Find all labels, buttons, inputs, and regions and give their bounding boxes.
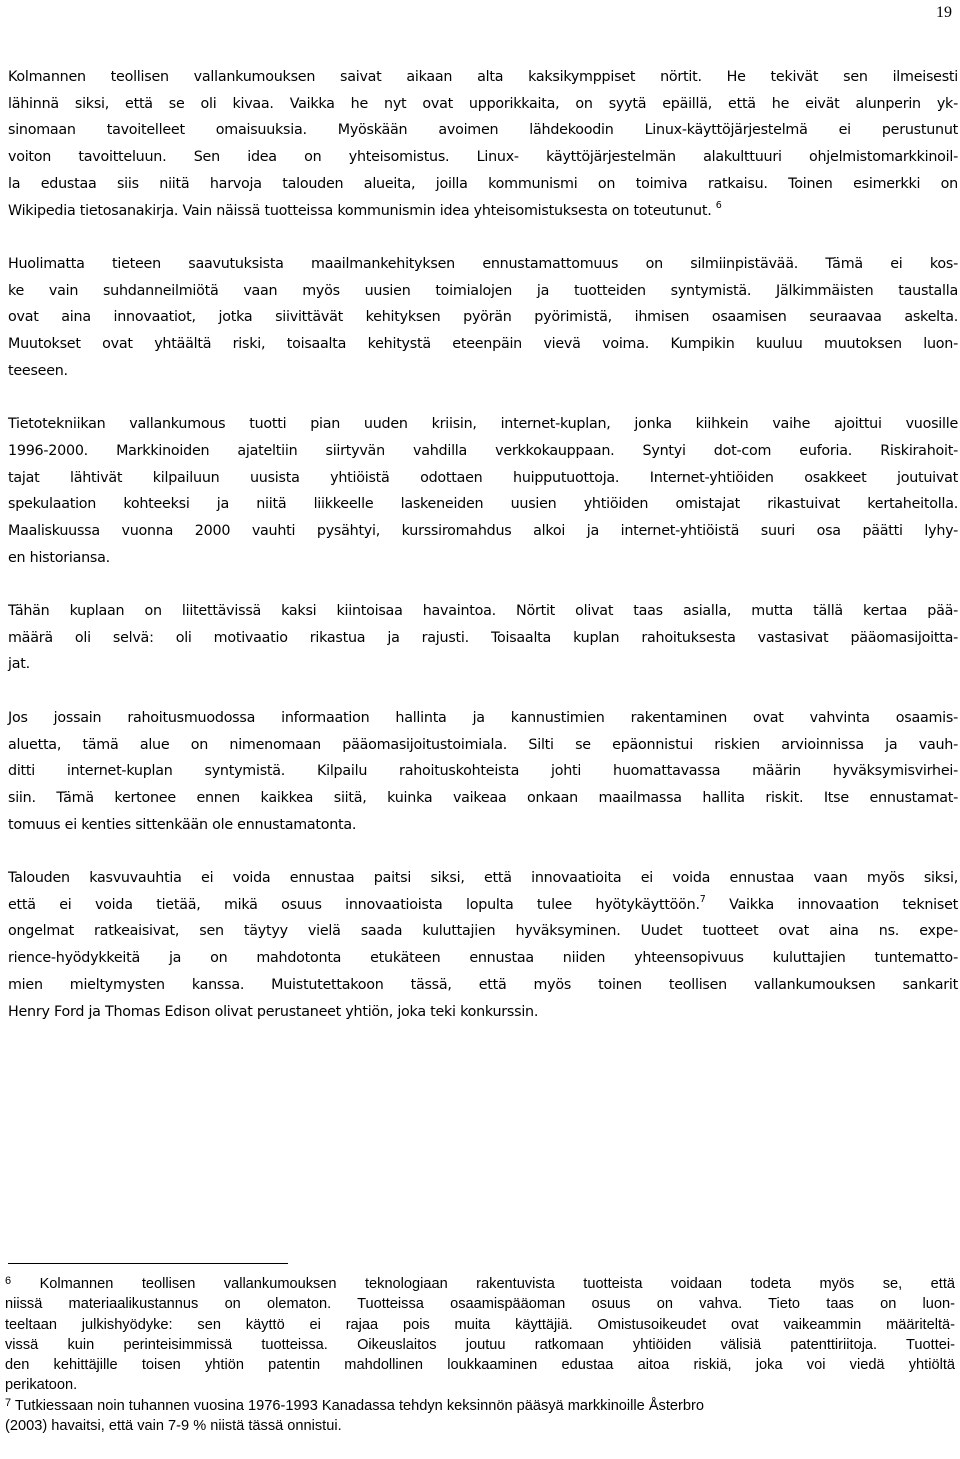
text-line: aluetta, tämä alue on nimenomaan pääomasijoitustoimiala. Silti se epäonnistui riskien arvioinnissa ja vauh- <box>8 736 958 753</box>
footnote-number: 7 <box>5 1396 12 1409</box>
text-line: teeseen. <box>8 362 68 379</box>
text-line-content: Vaikka innovaation tekniset <box>705 896 958 913</box>
footnote-6 <box>5 1274 955 1396</box>
footnote-text: Kolmannen teollisen vallankumouksen teknologiaan rakentuvista tuotteista voidaan todeta myös se, että <box>39 1276 955 1292</box>
footnote-ref-6: 6 <box>715 199 722 211</box>
text-line-content: Wikipedia tietosanakirja. Vain näissä tuotteissa kommunismin idea yhteisomistuksesta on toteutunut. <box>8 202 712 219</box>
text-line: lähinnä siksi, että se oli kivaa. Vaikka he nyt ovat upporikkaita, on syytä epäillä, että he eivät alunperin yk- <box>8 95 958 112</box>
footnote-line: (2003) havaitsi, että vain 7-9 % niistä tässä onnistui. <box>5 1418 342 1435</box>
text-line: en historiansa. <box>8 549 110 566</box>
text-line: rience-hyödykkeitä ja on mahdotonta etukäteen ennustaa niiden yhteensopivuus kuluttajien tuntematto- <box>8 950 958 967</box>
text-line: Tietotekniikan vallankumous tuotti pian uuden kriisin, internet-kuplan, jonka kiihkein vaihe ajoittui vuosille <box>8 416 958 433</box>
footnote-line: teeltaan julkishyödyke: sen käyttö ei rajaa pois muita käyttäjiä. Omistusoikeudet ovat vaikeammin määriteltä- <box>5 1316 955 1333</box>
text-line: Tähän kuplaan on liitettävissä kaksi kiintoisaa havaintoa. Nörtit olivat taas asialla, mutta tällä kertaa pää- <box>8 603 958 620</box>
text-line: Huolimatta tieteen saavutuksista maailmankehityksen ennustamattomuus on silmiinpistävää. Tämä ei kos- <box>8 255 958 272</box>
text-line: määrä oli selvä: oli motivaatio rikastua ja rajusti. Toisaalta kuplan rahoituksesta vastasivat pääomasijoitta- <box>8 629 958 646</box>
footnote-line <box>5 1274 955 1294</box>
footnote-line: den kehittäjille toisen yhtiön patentin mahdollinen loukkaaminen edustaa aitoa riskiä, joka voi viedä yhtiöltä <box>5 1357 955 1374</box>
text-line: mien mieltymysten kanssa. Muistutettakoon tässä, että myös toinen teollisen vallankumouksen sankarit <box>8 976 958 993</box>
text-line: voiton tavoitteluun. Sen idea on yhteisomistus. Linux- käyttöjärjestelmän alakulttuuri ohjelmistomarkkinoil- <box>8 149 958 166</box>
footnote-line: vissä kuin perinteisimmissä tuotteissa. Oikeuslaitos joutuu ratkomaan yhtiöiden välisiä patenttiriitoja. Tuottei- <box>5 1336 955 1353</box>
text-line: Maaliskuussa vuonna 2000 vauhti pysähtyi, kurssiromahdus alkoi ja internet-yhtiöistä suuri osa päätti lyhy- <box>8 522 958 539</box>
paragraph-6 <box>8 865 958 1025</box>
text-line <box>8 892 958 919</box>
text-line: sinomaan tavoitelleet omaisuuksia. Myöskään avoimen lähdekoodin Linux-käyttöjärjestelmä ei perustunut <box>8 122 958 139</box>
paragraph-4 <box>8 598 958 678</box>
paragraph-1 <box>8 64 958 224</box>
text-line: ongelmat ratkeaisivat, sen täytyy vielä saada kuluttajien hyväksyminen. Uudet tuotteet ovat aina ns. expe- <box>8 923 958 940</box>
footnote-number: 6 <box>5 1275 12 1287</box>
paragraph-5 <box>8 705 958 839</box>
text-line: ditti internet-kuplan syntymistä. Kilpailu rahoituskohteista johti huomattavassa määrin hyväksymisvirhei- <box>8 763 958 780</box>
text-line: ovat aina innovaatiot, jotka siivittävät kehityksen pyörän pyörimistä, ihmisen osaamisen seuraavaa askelta. <box>8 309 958 326</box>
text-line: Kolmannen teollisen vallankumouksen saivat aikaan alta kaksikymppiset nörtit. He tekivät sen ilmeisesti <box>8 69 958 85</box>
footnote-7 <box>5 1396 955 1437</box>
text-line: siin. Tämä kertonee ennen kaikkea siitä, kuinka vaikeaa onkaan maailmassa hallita riskit. Itse ennustamat- <box>8 789 958 806</box>
text-line: ke vain suhdanneilmiötä vaan myös uusien toimialojen ja tuotteiden syntymistä. Jälkimmäisten taustalla <box>8 282 958 299</box>
paragraph-3 <box>8 411 958 571</box>
footnote-line: perikatoon. <box>5 1377 78 1394</box>
text-line: Jos jossain rahoitusmuodossa informaation hallinta ja kannustimien rakentaminen ovat vahvinta osaamis- <box>8 709 958 726</box>
body-text <box>8 64 958 1052</box>
text-line: jat. <box>8 656 30 673</box>
text-line <box>8 198 958 225</box>
paragraph-2 <box>8 251 958 385</box>
footnote-line: niissä materiaalikustannus on olematon. Tuotteissa osaamispääoman osuus on vahva. Tieto taas on luon- <box>5 1296 955 1313</box>
text-line: tajat lähtivät kilpailuun uusista yhtiöistä odottaen huipputuottoja. Internet-yhtiöiden osakkeet joutuivat <box>8 469 958 486</box>
page-number: 19 <box>936 4 952 21</box>
text-line: tomuus ei kenties sittenkään ole ennustamatonta. <box>8 816 357 833</box>
text-line: la edustaa siis niitä harvoja talouden alueita, joilla kommunismi on toimiva ratkaisu. Toinen esimerkki on <box>8 175 958 192</box>
footnote-separator <box>8 1263 288 1264</box>
text-line: 1996-2000. Markkinoiden ajateltiin siirtyvän vahdilla verkkokauppaan. Syntyi dot-com euforia. Riskirahoit- <box>8 442 958 459</box>
text-line-content: että ei voida tietää, mikä osuus innovaatioista lopulta tulee hyötykäyttöön. <box>8 896 700 913</box>
footnote-text: Tutkiessaan noin tuhannen vuosina 1976-1993 Kanadassa tehdyn keksinnön pääsyä markkinoille Åsterbro <box>14 1397 704 1414</box>
text-line: Muutokset ovat yhtäältä riski, toisaalta kehitystä eteenpäin vievä voima. Kumpikin kuuluu muutoksen luon- <box>8 336 958 353</box>
text-line: Talouden kasvuvauhtia ei voida ennustaa paitsi siksi, että innovaatioita ei voida ennustaa vaan myös siksi, <box>8 870 958 887</box>
footnote-line <box>5 1396 955 1416</box>
text-line: spekulaation kohteeksi ja niitä liikkeelle laskeneiden uusien yhtiöiden omistajat rikastuivat kertaheitolla. <box>8 496 958 513</box>
text-line: Henry Ford ja Thomas Edison olivat perustaneet yhtiön, joka teki konkurssin. <box>8 1003 539 1020</box>
footnote-ref-7: 7 <box>699 893 706 905</box>
footnotes <box>5 1274 955 1436</box>
